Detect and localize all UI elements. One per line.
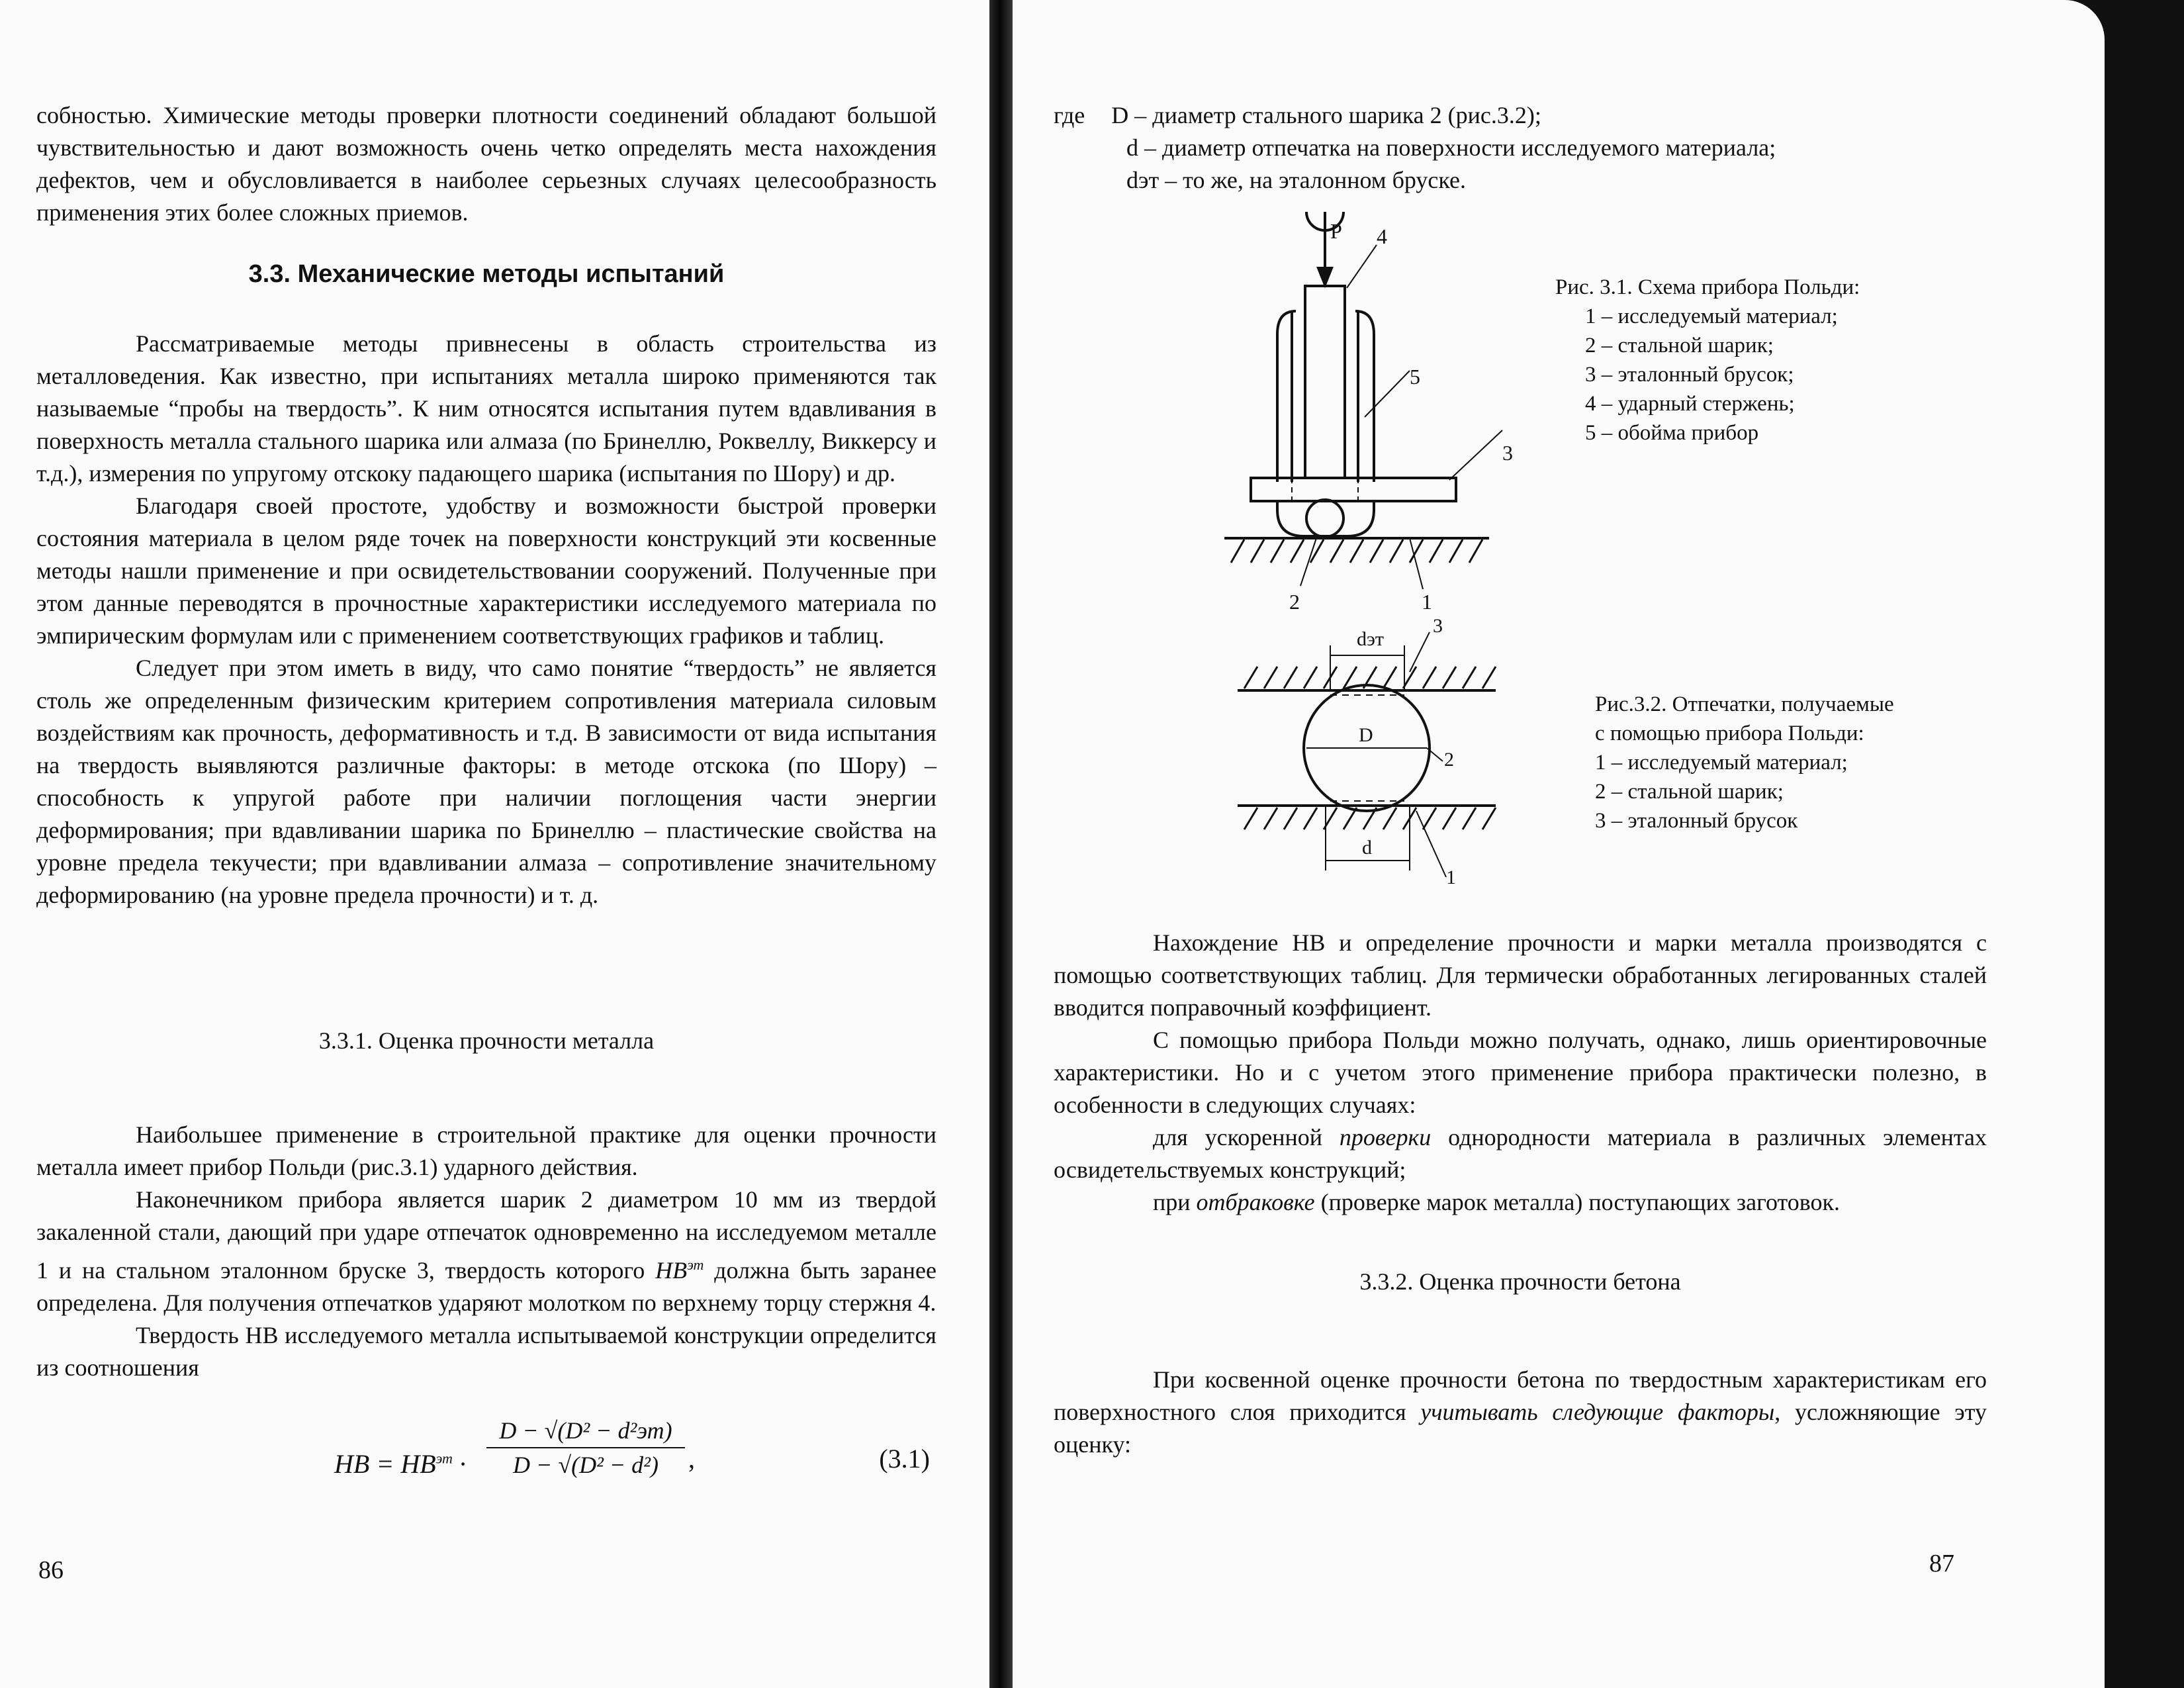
paragraph-1: Рассматриваемые методы привнесены в область строительства из металловедения. Как известно, при испытаниях металла широко применяются так называемые “пробы на твердость”. К ним относятся испытания путем вдавливания в поверхность металла стального шарика или алмаза (по Бринеллю, Роквеллу, Виккерсу и т.д.), измерения по упругому отскоку падающего шарика (испытания по Шору) и др.	[36, 330, 936, 487]
where-line-3: dэт – то же, на эталонном бруске.	[1126, 167, 1466, 193]
svg-text:d: d	[1362, 837, 1372, 859]
formula-number: (3.1)	[879, 1444, 930, 1474]
left-body-2	[36, 1119, 936, 1384]
svg-text:1: 1	[1446, 867, 1456, 888]
paragraph-3: Следует при этом иметь в виду, что само понятие “твердость” не является столь же определенным физическим критерием сопротивления материала силовым воздействиям как прочность, деформативность и т.д. В зависимости от вида испытания на твердость выявляются различные факторы: в методе отскока (по Шору) – способность к упругой работе при наличии поглощения части энергии деформирования; при вдавливании шарика по Бринеллю – пластические свойства на уровне предела текучести; при вдавливании алмаза – сопротивление значительному деформированию (на уровне предела прочности) и т. д.	[36, 655, 936, 908]
svg-text:1: 1	[1422, 590, 1432, 614]
fig-3-2-item: 1 – исследуемый материал;	[1595, 751, 1848, 774]
subsection-title-332: 3.3.2. Оценка прочности бетона	[1359, 1268, 1681, 1295]
section-title: 3.3. Механические методы испытаний	[248, 260, 725, 288]
where-word: где	[1054, 102, 1085, 128]
paragraph-9: для ускоренной проверки однородности материала в различных элементах освидетельствуемых конструкций;	[1054, 1124, 1987, 1183]
svg-text:3: 3	[1433, 615, 1443, 637]
fig-3-1-polди-device	[1211, 212, 1555, 616]
fig-3-2-caption	[1595, 690, 1894, 835]
paragraph-11: При косвенной оценке прочности бетона по твердостным характеристикам его поверхностного слоя приходится учитывать следующие факторы, усложняющие эту оценку:	[1054, 1366, 1987, 1458]
svg-text:4: 4	[1377, 224, 1387, 248]
right-body-2	[1054, 1364, 1987, 1461]
fig-3-2-item: 3 – эталонный брусок	[1595, 809, 1798, 833]
fig-3-1-item: 1 – исследуемый материал;	[1585, 305, 1838, 328]
page-number-right: 87	[1929, 1550, 1954, 1577]
fig-3-2-imprints	[1231, 592, 1529, 897]
right-page	[1013, 0, 2105, 1688]
formula-fraction	[486, 1417, 685, 1479]
fig-3-1-title: Рис. 3.1. Схема прибора Польди:	[1555, 275, 1860, 299]
left-body	[36, 328, 936, 912]
fig-3-1-caption	[1555, 273, 1860, 447]
svg-text:D: D	[1359, 724, 1373, 746]
paragraph-6: Твердость НВ исследуемого металла испытываемой конструкции определится из соотношения	[36, 1322, 936, 1381]
page-number-left: 86	[38, 1556, 64, 1584]
fig-3-1-item: 4 – ударный стержень;	[1585, 392, 1795, 416]
svg-text:5: 5	[1410, 365, 1420, 389]
formula-numerator: D − √(D² − d²эт)	[486, 1417, 685, 1448]
svg-text:2: 2	[1289, 590, 1300, 614]
svg-text:P: P	[1330, 219, 1342, 243]
formula-denominator: D − √(D² − d²)	[513, 1452, 659, 1478]
book-gutter	[989, 0, 1013, 1688]
paragraph-8: С помощью прибора Польди можно получать, однако, лишь ориентировочные характеристики. Но и с учетом этого применение прибора практически полезно, в особенности в следующих случаях:	[1054, 1027, 1987, 1118]
svg-text:2: 2	[1444, 749, 1454, 771]
fig-3-1-item: 3 – эталонный брусок;	[1585, 363, 1794, 387]
paragraph-7: Нахождение НВ и определение прочности и марки металла производятся с помощью соответствующих таблиц. Для термически обработанных легированных сталей вводится поправочный коэффициент.	[1054, 929, 1987, 1021]
right-body	[1054, 927, 1987, 1219]
force-arrow-icon	[1318, 268, 1332, 285]
where-line-2: d – диаметр отпечатка на поверхности исследуемого материала;	[1126, 134, 1776, 161]
paragraph-2: Благодаря своей простоте, удобству и возможности быстрой проверки состояния материала в целом ряде точек на поверхности конструкций эти косвенные методы нашли применение и при освидетельствовании сооружений. Полученные при этом данные переводятся в прочностные характеристики исследуемого материала по эмпирическим формулам или с применением соответствующих графиков и таблиц.	[36, 492, 936, 649]
fig-3-2-title-2: с помощью прибора Польди:	[1595, 722, 1864, 745]
paragraph-10: при отбраковке (проверке марок металла) поступающих заготовок.	[1153, 1189, 1840, 1215]
formula-3-1: HB = $HB^{эт}$ · D − √(D² − d²эт) D − √(D² − d²) , (3.1)	[334, 1417, 930, 1479]
formula-lhs: HB = $HB^{эт}$ ·	[334, 1449, 466, 1479]
intro-paragraph: собностью. Химические методы проверки плотности соединений обладают большой чувствительностью и дают возможность очень четко определять места нахождения дефектов, чем и обусловливается в наиболее серьезных случаях целесообразность применения этих более сложных приемов.	[36, 102, 936, 226]
left-intro	[36, 99, 936, 229]
subsection-title-331: 3.3.1. Оценка прочности металла	[318, 1027, 655, 1054]
left-page	[0, 0, 989, 1688]
where-block	[1054, 99, 2046, 197]
svg-text:3: 3	[1502, 441, 1513, 465]
where-line-1: D – диаметр стального шарика 2 (рис.3.2);	[1111, 102, 1541, 128]
fig-3-1-item: 2 – стальной шарик;	[1585, 334, 1774, 357]
svg-text:dэт: dэт	[1357, 628, 1384, 650]
fig-3-1-item: 5 – обойма прибор	[1585, 421, 1759, 445]
paragraph-5: Наконечником прибора является шарик 2 диаметром 10 мм из твердой закаленной стали, дающий при ударе отпечаток одновременно на исследуемом металле 1 и на стальном эталонном бруске 3, твердость которого $HB^{эт}$ должна быть заранее определена. Для получения отпечатков ударяют молотком по верхнему торцу стержня 4.	[36, 1186, 937, 1316]
paragraph-4: Наибольшее применение в строительной практике для оценки прочности металла имеет прибор Польди (рис.3.1) ударного действия.	[36, 1121, 936, 1180]
fig-3-2-title: Рис.3.2. Отпечатки, получаемые	[1595, 692, 1894, 716]
fig-3-2-item: 2 – стальной шарик;	[1595, 780, 1784, 804]
